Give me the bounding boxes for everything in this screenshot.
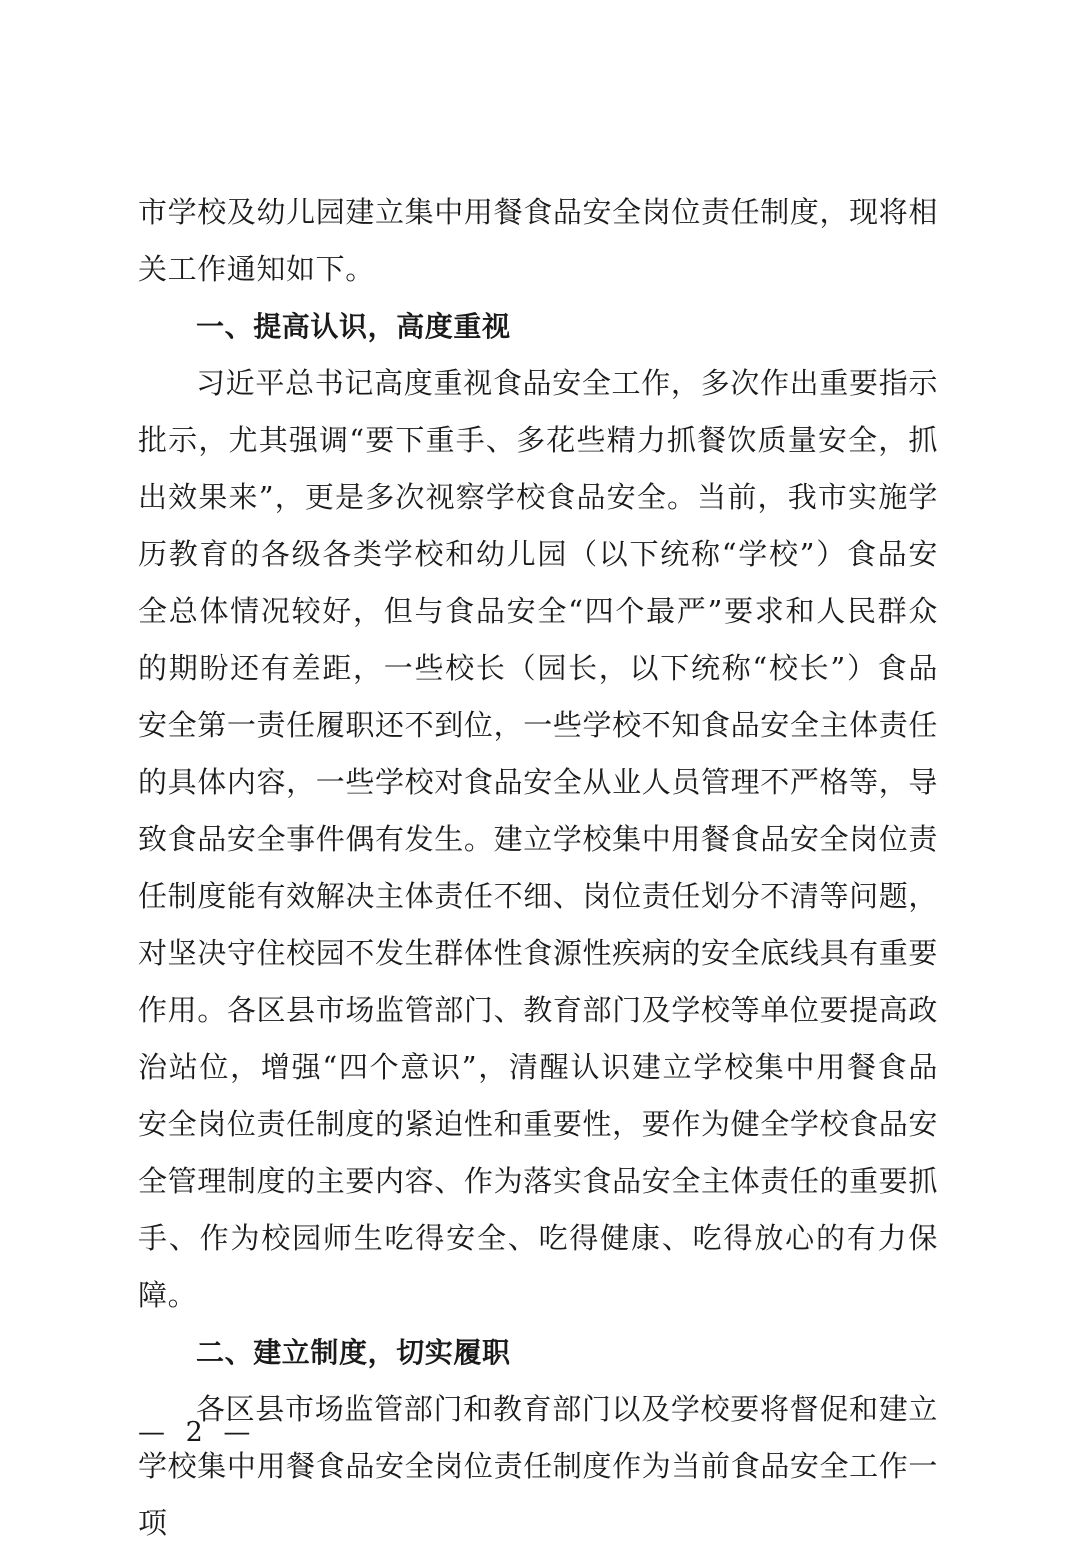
intro-paragraph: 市学校及幼儿园建立集中用餐食品安全岗位责任制度，现将相关工作通知如下。 (138, 195, 938, 286)
section-2-heading: 二、建立制度，切实履职 (196, 1336, 511, 1369)
section-2-paragraph: 各区县市场监管部门和教育部门以及学校要将督促和建立学校集中用餐食品安全岗位责任制度作为当前食品安全工作一项 (138, 1392, 938, 1540)
section-1-paragraph: 习近平总书记高度重视食品安全工作，多次作出重要指示批示，尤其强调“要下重手、多花些精力抓餐饮质量安全，抓出效果来”，更是多次视察学校食品安全。当前，我市实施学历教育的各级各类学校和幼儿园（以下统称“学校”）食品安全总体情况较好，但与食品安全“四个最严”要求和人民群众的期盼还有差距，一些校长（园长，以下统称“校长”）食品安全第一责任履职还不到位，一些学校不知食品安全主体责任的具体内容，一些学校对食品安全从业人员管理不严格等，导致食品安全事件偶有发生。建立学校集中用餐食品安全岗位责任制度能有效解决主体责任不细、岗位责任划分不清等问题，对坚决守住校园不发生群体性食源性疾病的安全底线具有重要作用。各区县市场监管部门、教育部门及学校等单位要提高政治站位，增强“四个意识”，清醒认识建立学校集中用餐食品安全岗位责任制度的紧迫性和重要性，要作为健全学校食品安全管理制度的主要内容、作为落实食品安全主体责任的重要抓手、作为校园师生吃得安全、吃得健康、吃得放心的有力保障。 (138, 366, 938, 1312)
section-1-heading: 一、提高认识，高度重视 (196, 310, 511, 343)
document-body (138, 184, 938, 1552)
page-number: — 2 — (138, 1417, 257, 1448)
